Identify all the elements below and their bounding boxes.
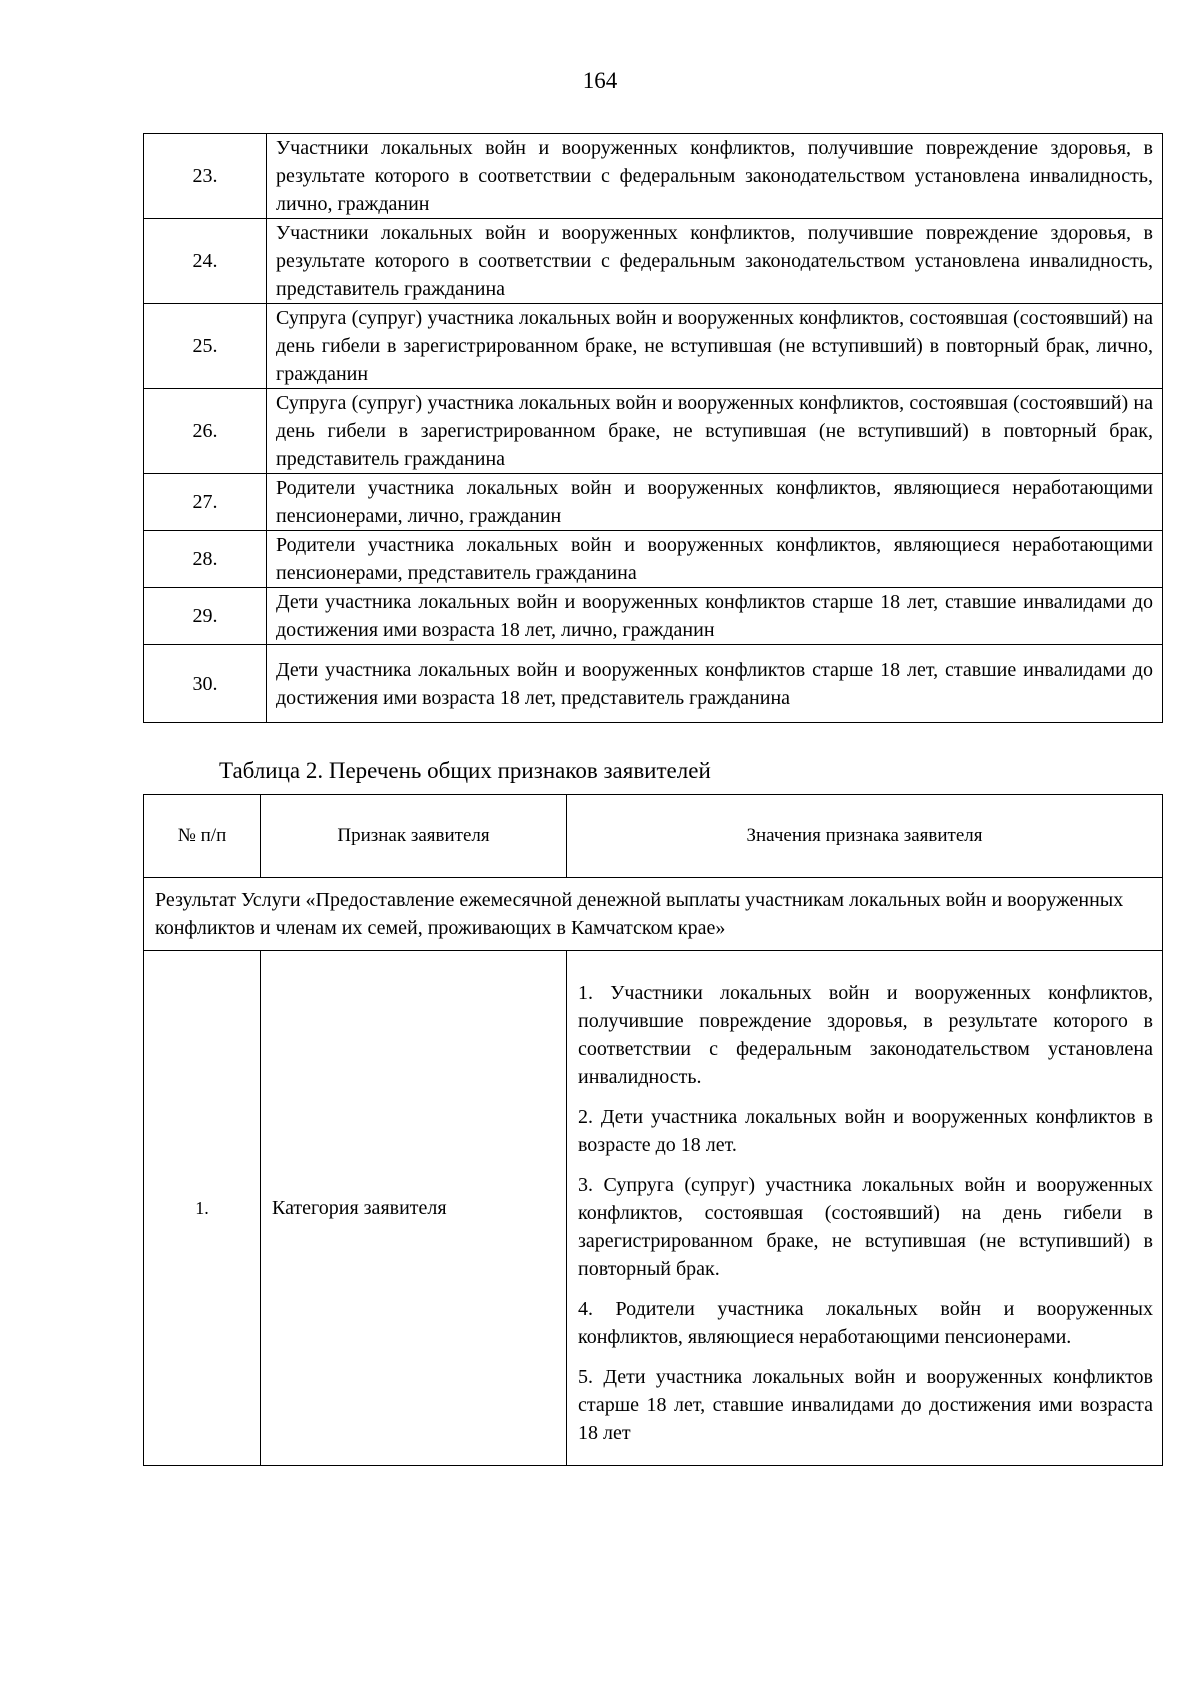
row-number: 26.	[144, 389, 267, 474]
row-text: Супруга (супруг) участника локальных войн и вооруженных конфликтов, состоявшая (состоявший) на день гибели в зарегистрированном браке, не вступившая (не вступивший) в повторный брак, представитель гражданина	[267, 389, 1163, 474]
table-row	[144, 588, 1163, 645]
section-title: Результат Услуги «Предоставление ежемесячной денежной выплаты участникам локальных войн и вооруженных конфликтов и членам их семей, проживающих в Камчатском крае»	[144, 878, 1163, 951]
section-row	[144, 878, 1163, 951]
value-item: 2. Дети участника локальных войн и вооруженных конфликтов в возрасте до 18 лет.	[578, 1106, 1153, 1156]
table-row	[144, 474, 1163, 531]
value-item: 5. Дети участника локальных войн и вооруженных конфликтов старше 18 лет, ставшие инвалидами до достижения ими возраста 18 лет	[578, 1366, 1153, 1444]
row-feature: Категория заявителя	[261, 951, 567, 1466]
row-text: Дети участника локальных войн и вооруженных конфликтов старше 18 лет, ставшие инвалидами до достижения ими возраста 18 лет, представитель гражданина	[267, 645, 1163, 723]
table-row	[144, 134, 1163, 219]
header-feature: Признак заявителя	[261, 795, 567, 878]
table-row	[144, 645, 1163, 723]
row-number: 29.	[144, 588, 267, 645]
row-text: Родители участника локальных войн и вооруженных конфликтов, являющиеся неработающими пенсионерами, представитель гражданина	[267, 531, 1163, 588]
row-number: 1.	[144, 951, 261, 1466]
row-text: Супруга (супруг) участника локальных войн и вооруженных конфликтов, состоявшая (состоявший) на день гибели в зарегистрированном браке, не вступившая (не вступивший) в повторный брак, лично, гражданин	[267, 304, 1163, 389]
header-values: Значения признака заявителя	[567, 795, 1163, 878]
page-number: 164	[582, 68, 618, 93]
table-row	[144, 531, 1163, 588]
value-item: 3. Супруга (супруг) участника локальных войн и вооруженных конфликтов, состоявшая (состоявший) на день гибели в зарегистрированном браке, не вступившая (не вступивший) в повторный брак.	[578, 1174, 1153, 1280]
row-number: 28.	[144, 531, 267, 588]
row-number: 25.	[144, 304, 267, 389]
table-row	[144, 304, 1163, 389]
value-item: 4. Родители участника локальных войн и вооруженных конфликтов, являющиеся неработающими пенсионерами.	[578, 1298, 1153, 1348]
value-item: 1. Участники локальных войн и вооруженных конфликтов, получившие повреждение здоровья, в результате которого в соответствии с федеральным законодательством установлена инвалидность.	[578, 982, 1153, 1088]
row-number: 27.	[144, 474, 267, 531]
row-text: Дети участника локальных войн и вооруженных конфликтов старше 18 лет, ставшие инвалидами до достижения ими возраста 18 лет, лично, гражданин	[267, 588, 1163, 645]
table-caption: Таблица 2. Перечень общих признаков заявителей	[219, 758, 711, 783]
row-text: Родители участника локальных войн и вооруженных конфликтов, являющиеся неработающими пенсионерами, лично, гражданин	[267, 474, 1163, 531]
row-number: 24.	[144, 219, 267, 304]
row-values	[567, 951, 1163, 1466]
table-row	[144, 389, 1163, 474]
row-number: 30.	[144, 645, 267, 723]
applicant-features-table	[143, 794, 1163, 1466]
row-text: Участники локальных войн и вооруженных конфликтов, получившие повреждение здоровья, в результате которого в соответствии с федеральным законодательством установлена инвалидность, лично, гражданин	[267, 134, 1163, 219]
row-text: Участники локальных войн и вооруженных конфликтов, получившие повреждение здоровья, в результате которого в соответствии с федеральным законодательством установлена инвалидность, представитель гражданина	[267, 219, 1163, 304]
table-row	[144, 219, 1163, 304]
table-header-row	[144, 795, 1163, 878]
applicant-variants-table	[143, 133, 1163, 723]
table-row	[144, 951, 1163, 1466]
header-num: № п/п	[144, 795, 261, 878]
row-number: 23.	[144, 134, 267, 219]
